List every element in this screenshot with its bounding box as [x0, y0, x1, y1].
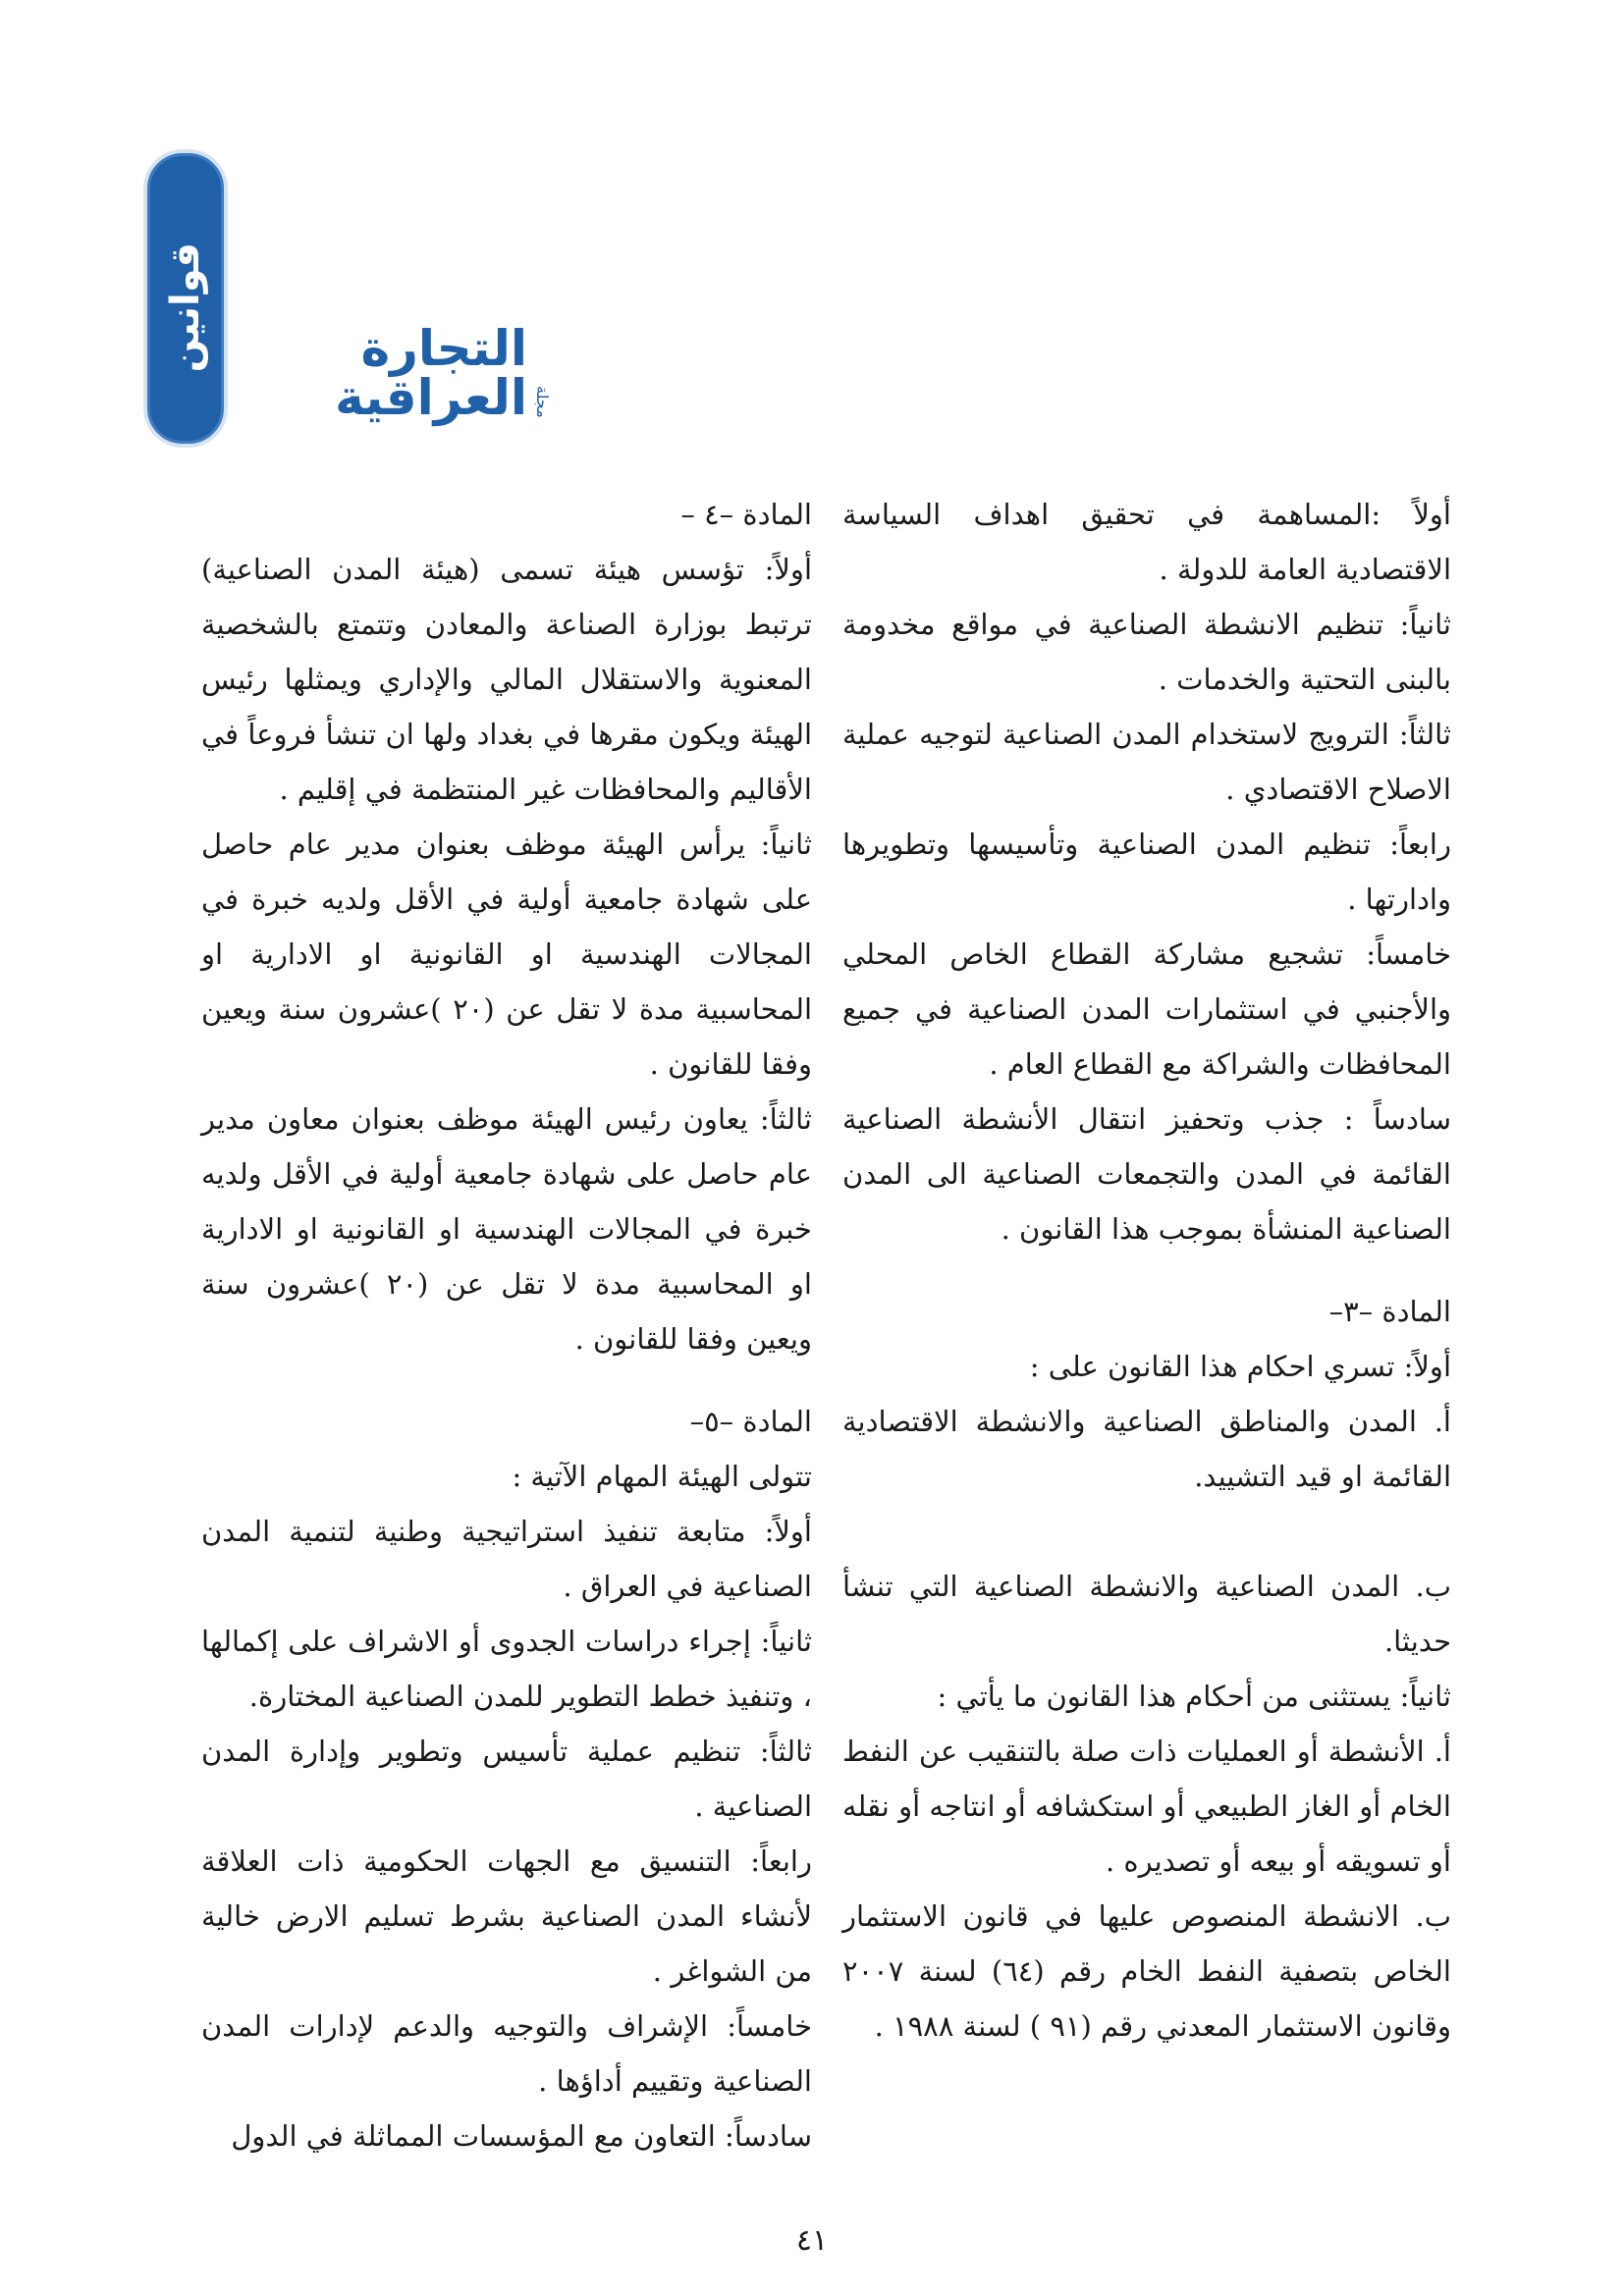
paragraph: خامساً: تشجيع مشاركة القطاع الخاص المحلي والأجنبي في استثمارات المدن الصناعية في جميع المحافظات والشراكة مع القطاع العام .	[842, 937, 1451, 1081]
section-tab-label-wrap	[143, 149, 228, 448]
paragraph: ب. المدن الصناعية والانشطة الصناعية التي تنشأ حديثا.	[842, 1570, 1451, 1658]
paragraph: ثانياً: إجراء دراسات الجدوى أو الاشراف على إكمالها ، وتنفيذ خطط التطوير للمدن الصناعية المختارة.	[201, 1625, 812, 1713]
page-number: ٤١	[795, 2223, 829, 2258]
paragraph: أولاً: تسري احكام هذا القانون على :	[1029, 1350, 1451, 1383]
paragraph: أ. المدن والمناطق الصناعية والانشطة الاقتصادية القائمة او قيد التشييد.	[842, 1405, 1451, 1493]
logo-title: التجارة العراقية	[335, 320, 527, 426]
paragraph: خامساً: الإشراف والتوجيه والدعم لإدارات المدن الصناعية وتقييم أداؤها .	[201, 2009, 812, 2098]
article-heading: المادة –٣–	[1328, 1295, 1451, 1328]
paragraph: ب. الانشطة المنصوص عليها في قانون الاستثمار الخاص بتصفية النفط الخام رقم (٦٤) لسنة ٢٠٠٧ وقانون الاستثمار المعدني رقم (٩١ ) لسنة ١٩٨٨ .	[842, 1899, 1451, 2043]
paragraph: ثانياً: يرأس الهيئة موظف بعنوان مدير عام حاصل على شهادة جامعية أولية في الأقل ولديه خبرة في المجالات الهندسية او القانونية او الادارية او المحاسبية مدة لا تقل عن (٢٠ )عشرون سنة ويعين وفقا للقانون .	[201, 828, 812, 1081]
paragraph: أولاً: متابعة تنفيذ استراتيجية وطنية لتنمية المدن الصناعية في العراق .	[201, 1515, 812, 1603]
magazine-logo	[247, 320, 552, 426]
paragraph: أ. الأنشطة أو العمليات ذات صلة بالتنقيب عن النفط الخام أو الغاز الطبيعي أو استكشافه أو انتاجه أو نقله أو تسويقه أو بيعه أو تصديره .	[841, 1735, 1451, 1878]
left-column	[201, 487, 812, 2163]
paragraph: ثالثاً: يعاون رئيس الهيئة موظف بعنوان معاون مدير عام حاصل على شهادة جامعية أولية في الأقل ولديه خبرة في المجالات الهندسية او القانونية او الادارية او المحاسبية مدة لا تقل عن (٢٠ )عشرون سنة ويعين وفقا للقانون .	[201, 1102, 812, 1356]
right-column	[842, 487, 1451, 2054]
paragraph: رابعاً: تنظيم المدن الصناعية وتأسيسها وتطويرها وادارتها .	[842, 828, 1451, 916]
article-heading: المادة –٥–	[689, 1405, 812, 1438]
paragraph: أولاً :المساهمة في تحقيق اهداف السياسة الاقتصادية العامة للدولة .	[842, 498, 1451, 586]
paragraph: تتولى الهيئة المهام الآتية :	[512, 1460, 812, 1493]
paragraph: رابعاً: التنسيق مع الجهات الحكومية ذات العلاقة لأنشاء المدن الصناعية بشرط تسليم الارض خالية من الشواغر .	[201, 1844, 812, 1988]
logo-prefix: مجلة	[533, 386, 552, 418]
paragraph: أولاً: تؤسس هيئة تسمى (هيئة المدن الصناعية) ترتبط بوزارة الصناعة والمعادن وتتمتع بالشخصية المعنوية والاستقلال المالي والإداري ويمثلها رئيس الهيئة ويكون مقرها في بغداد ولها ان تنشأ فروعاً في الأقاليم والمحافظات غير المنتظمة في إقليم .	[201, 553, 813, 806]
paragraph: ثانياً: تنظيم الانشطة الصناعية في مواقع مخدومة بالبنى التحتية والخدمات .	[842, 608, 1451, 696]
paragraph: ثالثاً: تنظيم عملية تأسيس وتطوير وإدارة المدن الصناعية .	[201, 1735, 812, 1823]
section-tab-label: قوانين	[163, 242, 208, 373]
paragraph: ثانياً: يستثنى من أحكام هذا القانون ما يأتي :	[937, 1680, 1451, 1713]
paragraph: ثالثاً: الترويج لاستخدام المدن الصناعية لتوجيه عملية الاصلاح الاقتصادي .	[842, 718, 1451, 806]
paragraph: سادساً: التعاون مع المؤسسات المماثلة في الدول	[231, 2119, 812, 2153]
article-heading: المادة –٤ –	[680, 498, 812, 531]
paragraph: سادساً : جذب وتحفيز انتقال الأنشطة الصناعية القائمة في المدن والتجمعات الصناعية الى المدن الصناعية المنشأة بموجب هذا القانون .	[842, 1102, 1451, 1246]
